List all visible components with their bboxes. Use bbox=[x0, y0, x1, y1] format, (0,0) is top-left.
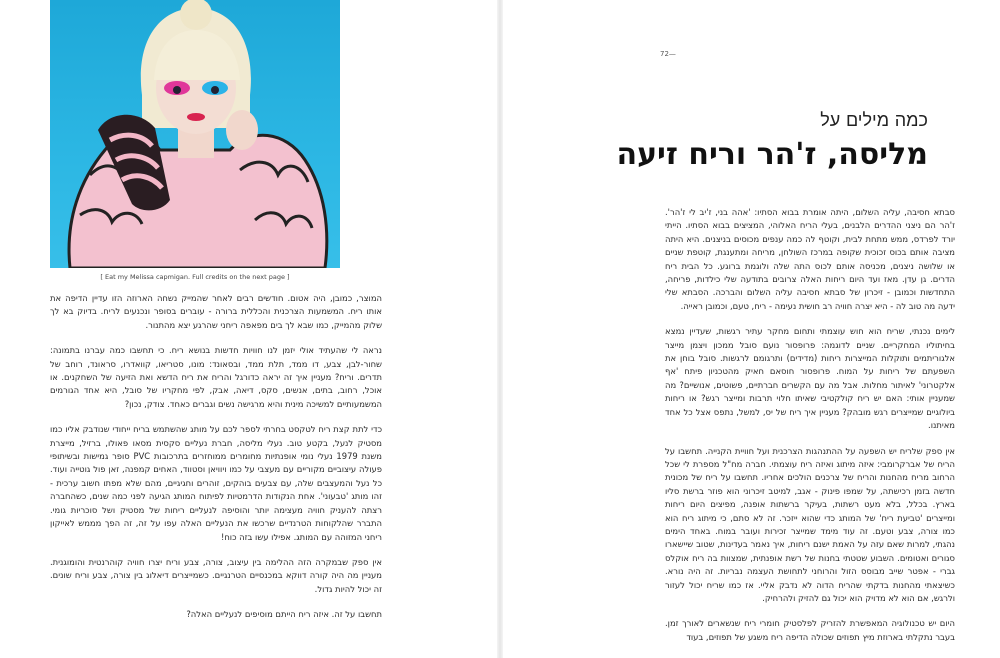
left-paragraph-5: תחשבו על זה. איזה ריח הייתם מוסיפים לנעליים האלה? bbox=[186, 609, 382, 620]
page-number: 72— bbox=[660, 50, 676, 58]
right-page bbox=[500, 0, 1000, 658]
left-paragraph-1: המוצר, כמובן, היה אטום. חודשים רבים לאחר שהמייק נשחה הארוזה הזו עדיין הדיפה את אותו ריח. המשמעות הצרכנית והכללית ברורה - עוברים בסופר ונכנעים לריח. בדיוק בא לך שלוק מהמייק, כמו שבא לך בים מפאפה ריחני שהרגע יצא מהתנור. bbox=[50, 293, 382, 330]
right-paragraph-3: אין ספק שלריח יש השפעה על ההתנהגות הצרכנית ועל חוויית הקנייה. תחשבו על הריח של אברקרומבי: איזה מיתוג ואיזה ריח עוצמתי. חברה מח"ל מספרת לי שכל הרחוב מריח מהחנות והריח של צרכנים הולכים אחריו. תחשבו על ריח של מכונית חדשה בזמן רכישתה, על שמפו פינוק - אגב, למיטב זיכרוני הוא פוזר ברשת סליו בארץ. בכלל, בלא מעט רשתות, בעיקר ברשתות אופנה, מפיצים היום ריחות ומייצרים 'טביעת ריח' של המותג כדי שהוא ייזכר. זה לא סתם, כי מיתוג ריח הוא כמו צורה, צבע וטעם. זה עוד מימד שמייצר זכירות ועובר במוח. באחד הימים נהגתי, למרות שאם עזה על האמת ישנם ריחות, איך נאמר בעדינות, שטוב שיישארו סגורים ואטומים. השבוע שטטתי בחנות של רשת אופנתית, שמצוות בה ריח אוקלס גברי - אפטר שייב מבוסס הזול והרוחני לתחושת העצמה נבריות. זה היה נורא. כשיצאתי מהחנות בדקתי שהריח הדוה לא נדבק אליי. אז כמו שריח יכול לעזור ולרגש, אם הוא לא מדויק הוא יכול גם להזיק ולהרחיק. bbox=[665, 445, 955, 603]
article-title: מליסה, ז'הר וריח זיעה bbox=[616, 137, 928, 172]
right-paragraph-2: לימים נכנתי, שריח הוא חוש עוצמתי ותחום מחקר עתיר רגשות, שעדיין נמצא בחיתוליו המחקריים. שניים לדוגמה: פרופסור נועם סובל ממכון ויצמן מייצר אלגוריתמים ותוקלות המייצרות ריחות (מדידים) ותרגומם לרגשות. סובל בוחן את השפעתם של ריחות על המוח. פרופסור חוסאם חאיק מהטכניון פיתח 'אף אלקטרוני' לאיתור מחלות. אבל מה עם הקשרים חברתיים, פשוטים, אנושיים? מה שמעניין אותי: האם יש ריח קולקטיבי שאיתו חלוי תרבות ומייצר רגש? או ריחות ביולוגיים שמייצרים רגש מובהק? מעניין איך ריח של יס, למשל, נתפס אצל כל אחד מאיתנו. bbox=[665, 326, 955, 431]
right-paragraph-1: סבתא חסיבה, עליה השלום, היתה אומרת בבוא הסתיו: 'אהה בני, ז'יב לי ז'הר'. ז'הר הם ניצני ההדרים הלבנים, בעלי הריח האלוהי, המציצים בבוא הסתיו. הייתי יורד לפרדס, ממש מתחת לבית, וקוטף לה כמה ענפים מכוסים בניצנים. היא היתה מציבה אותם בכוס זכוכית שקופה במרכז השולחן, מריחה ומתענגת, קוטפת שניים או שלושה ניצנים, מכניסה אותם לכוס התה שלה ולוגמת ברוגע. כל הבית ריח הדרים. גן עדן. מאז ועד היום ריחות האלה צרובים בתודעה שלי כילדות, פריחה, התחדשות וכמובן - זיכרון של סבתא חסיבה עליה השלום והברכה. הסבתא שלי ידעה מה טוב לה - היא יצרה חוויה רב חושית נעימה - ריח, טעם, וכמובן ראייה. bbox=[665, 207, 955, 311]
left-paragraph-4: אין ספק שבמקרה הזה ההלימה בין עיצוב, צורה, צבע וריח יצרו חוויה קוהרנטית והומוגנית. מעניין מה היה קורה דווקא במכנסיים הטרנגיים. כשמייצרים דיאלוג בין צורה, צבע וריח שונים. זה יכול להיות גדול. bbox=[50, 556, 382, 594]
cover-photo bbox=[50, 0, 340, 268]
right-paragraph-4: היום יש טכנולוגיה המאפשרת להזריק לפלסטיק חומרי ריח שנשארים לאורך זמן. בעבר נתקלתי בארוזת מיץ תפוזים שכולה הדיפה ריח משגע של תפוזים, בעוד bbox=[665, 618, 955, 642]
article-kicker: כמה מילים על bbox=[820, 110, 928, 131]
right-body-column bbox=[665, 206, 955, 656]
left-body-column bbox=[50, 292, 382, 634]
photo-caption: [ Eat my Melissa capmigan. Full credits on the next page ] bbox=[50, 268, 340, 286]
left-paragraph-2: נראה לי שהעתיד אולי יזמן לנו חוויות חדשות בנושא ריח. כי תחשבו כמה עברנו בתמונה: שחור-לבן, צבע, דו ממד, תלת ממד, ובסאונד: מונו, סטריאו, קוואדרו, סראונד, רוחב של תדרים. וריח? מעניין איך זה יראה כדורגל והריח את ריח הדשא ואת הזיעה של השחקנים. או אוכל, רחוב, בתים, אנשים, סקס, דיאה, אבק, לפי מחקריו של סובל, היא אחד הגורמים המשמעותיים למשיכה מינית והיא מרגישה נשים וגברים כאחד. צודק, נכון? bbox=[50, 345, 382, 409]
left-paragraph-3: כדי לתת קצת ריח לטקסט בחרתי לספר לכם על מותג שהשתמש בריח ייחודי שנודבק אליו כמו מסטיק לנעל, בקטע טוב. נעלי מליסה, חברת נעליים סקסית מסאו פאולו, ברזיל, מייצרת משנת 1979 נעלי נומי אופנתיות מחומרים ממוחזרים בתרכובות PVC סופר גמישות ובשיתופי פעולה עיצוביים מקוריים עם מעצבי על כמו ויוויאן וסטווד, האחים קמפנה, זאן פול גוטייה ועוד. כל נעל והמעצבים שלה, עם צבעים בוהקים, זוהרים וחגיגיים, מהם שלא מפתו חשוב ערכית - זהו מותג 'טבעוני'. אחת הנקודות הדרמטיות לפיתוח המותג הגיעה לפני כמה שנים, כשהחברה רצתה להעניק חוויה מעצימה יותר והוסיפה לנעליים ריחות של מסטיק ושל סוכריות גומי. התברר שהלקוחות הטרנדיים שרכשו את הנעליים האלה עפו על זה, זה הפך מממש לאייקון ריחני המזוהה עם המותג. אפילו עשו בזה כוח! bbox=[50, 424, 382, 542]
photo-illustration bbox=[50, 0, 340, 268]
